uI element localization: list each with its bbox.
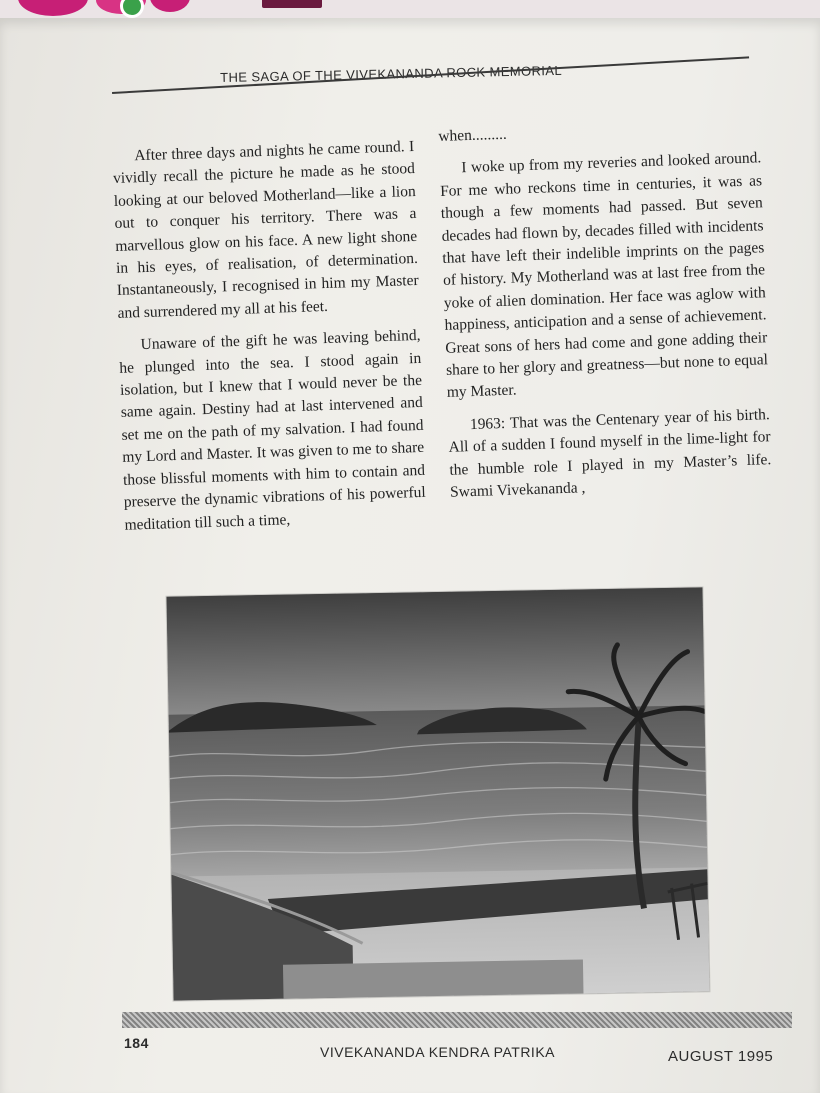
continuation-text: when......... <box>438 125 508 145</box>
cover-decoration <box>18 0 88 16</box>
cover-decoration <box>120 0 144 18</box>
ground-slab <box>283 959 584 998</box>
paragraph: After three days and nights he came round. I vividly recall the picture he made as he stood looking at our beloved Motherland—like a lion out to conquer his territory. There was a marvellous glow on his face. A new light shone in his eyes, of realisation, of determination. Instantaneously, I recognised in him my Master and surrendered my all at his feet. <box>112 137 419 322</box>
cover-decoration <box>262 0 322 8</box>
issue-date: AUGUST 1995 <box>668 1048 774 1065</box>
sky <box>167 587 705 716</box>
photo-drawing <box>167 587 710 1000</box>
paragraph: Unaware of the gift he was leaving behind, he plunged into the sea. I stood again in isolation, but I knew that I would never be the same again. Destiny had at last intervened and set me on the path of my salvation. I had found my Lord and Master. It was given to me to share those blissful moments with him to contain and preserve the dynamic vibrations of his powerful meditation till such a time, <box>119 327 426 534</box>
cover-decoration <box>150 0 190 12</box>
left-column <box>112 136 427 537</box>
right-column <box>438 115 772 504</box>
magazine-name: VIVEKANANDA KENDRA PATRIKA <box>320 1044 555 1060</box>
paragraph: I woke up from my reveries and looked around. For me who reckons time in centuries, it was as though a few moments had passed. But seven decades had flown by, decades filled with incidents that have left their indelible imprints on the pages of history. My Motherland was at last free from the yoke of alien domination. Her face was aglow with happiness, anticipation and a sense of achievement. Great sons of hers had come and gone adding their share to her glory and greatness—but none to equal my Master. <box>439 149 769 402</box>
paragraph: 1963: That was the Centenary year of his birth. All of a sudden I found myself in the lime-light for the humble role I played in my Master’s life. Swami Vivekananda , <box>448 406 772 501</box>
seascape-photo <box>167 587 710 1000</box>
footer-band <box>122 1012 792 1028</box>
page-number: 184 <box>124 1035 149 1051</box>
running-title: THE SAGA OF THE VIVEKANANDA ROCK MEMORIAL <box>220 62 563 85</box>
